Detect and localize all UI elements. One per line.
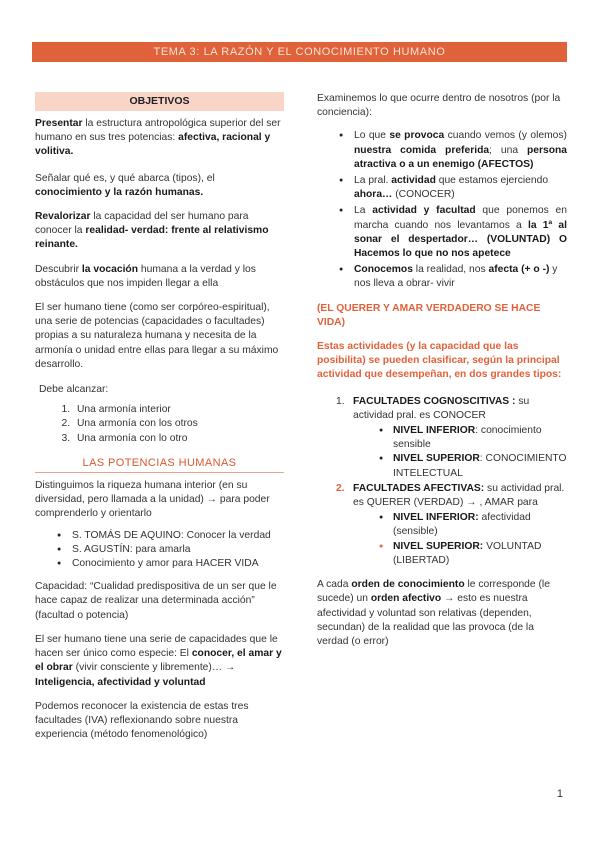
armonias-list <box>35 403 284 446</box>
autores-list <box>35 529 284 572</box>
right-column <box>317 92 567 649</box>
objetivo-presentar: Presentar la estructura antropológica superior del ser humano en sus tres potencias: afectiva, racional y volitiva. <box>35 118 281 158</box>
capacidad-definition: Capacidad: “Cualidad predispositiva de un ser que le hace capaz de realizar una determinada acción” (facultad o potencia) <box>35 581 277 621</box>
potencias-paragraph: El ser humano tiene (como ser corpóreo-espiritual), una serie de potencias (capacidades o facultades) propias a su naturaleza humana y necesita de la armonía o unidad entre ellas para llegar a su máximo desarrollo. <box>35 302 279 370</box>
distinguimos-paragraph: Distinguimos la riqueza humana interior (en su diversidad, pero llamada a la unidad) → para poder comprenderlo y orientarlo <box>35 480 270 520</box>
potencias-heading: LAS POTENCIAS HUMANAS <box>35 456 284 473</box>
querer-amar-note: (EL QUERER Y AMAR VERDADERO SE HACE VIDA) <box>317 302 541 328</box>
list-item: ● NIVEL SUPERIOR: VOLUNTAD (LIBERTAD) <box>393 540 567 568</box>
list-item: 3. Una armonía con lo otro <box>73 432 284 446</box>
list-item: ● La pral. actividad que estamos ejerciendo ahora… (CONOCER) <box>354 174 567 202</box>
page-number: 1 <box>556 788 563 800</box>
list-item: ● Lo que se provoca cuando vemos (y olemos) nuestra comida preferida; una persona atractiva o a un enemigo (AFECTOS) <box>354 129 567 172</box>
list-item: ● S. TOMÁS DE AQUINO: Conocer la verdad <box>72 529 284 543</box>
facultades-afectivas: 2. FACULTADES AFECTIVAS: su actividad pral. es QUERER (VERDAD) → , AMAR para <box>336 482 565 509</box>
list-item: 2. Una armonía con los otros <box>73 417 284 431</box>
list-item: ● NIVEL INFERIOR: afectividad (sensible) <box>393 511 567 539</box>
list-item: ● La actividad y facultad que ponemos en marcha cuando nos levantamos a la 1ª al sonar el despertador… (VOLUNTAD) O Hacemos lo que no nos apetece <box>354 204 567 261</box>
facultades-cognoscitivas: 1. FACULTADES COGNOSCITIVAS : su actividad pral. es CONOCER <box>336 395 530 421</box>
left-column <box>35 92 284 742</box>
clasificacion-paragraph: Estas actividades (y la capacidad que las posibilita) se pueden clasificar, según la principal actividad que desempeñan, en dos grandes tipos: <box>317 341 562 381</box>
capacidades-paragraph: El ser humano tiene una serie de capacidades que le hacen ser único como especie: El conocer, el amar y el obrar (vivir consciente y libremente)… → Inteligencia, afectividad y voluntad <box>35 633 282 688</box>
objetivo-revalorizar: Revalorizar la capacidad del ser humano para conocer la realidad- verdad: frente al relativismo reinante. <box>35 211 269 251</box>
afectivas-levels <box>361 511 567 568</box>
experiencias-list <box>317 129 567 291</box>
reconocer-paragraph: Podemos reconocer la existencia de estas tres facultades (IVA) reflexionando sobre nuestra experiencia (método fenomenológico) <box>35 700 249 741</box>
objetivo-senalar: Señalar qué es, y qué abarca (tipos), el conocimiento y la razón humanas. <box>35 172 215 198</box>
objetivos-heading: OBJETIVOS <box>35 92 284 111</box>
list-item: ● NIVEL SUPERIOR: CONOCIMIENTO INTELECTUAL <box>393 452 567 480</box>
cognoscitivas-levels <box>361 424 567 481</box>
list-item: ● Conocemos la realidad, nos afecta (+ o -) y nos lleva a obrar- vivir <box>354 263 567 291</box>
objetivo-descubrir: Descubrir la vocación humana a la verdad y los obstáculos que nos impiden llegar a ella <box>35 263 256 289</box>
list-item: ● NIVEL INFERIOR: conocimiento sensible <box>393 424 567 452</box>
list-item: ● S. AGUSTÍN: para amarla <box>72 543 284 557</box>
debe-alcanzar: Debe alcanzar: <box>39 384 109 396</box>
orden-paragraph: A cada orden de conocimiento le corresponde (le sucede) un orden afectivo → esto es nuestra afectividad y voluntad son relativas (dependen, secundan) de la realidad que las provoca (de la verdad (o error) <box>317 579 550 647</box>
list-item: 1. Una armonía interior <box>73 403 284 417</box>
page-banner-title: TEMA 3: LA RAZÓN Y EL CONOCIMIENTO HUMANO <box>32 42 567 62</box>
list-item: ● Conocimiento y amor para HACER VIDA <box>72 557 284 571</box>
examinemos-paragraph: Examinemos lo que ocurre dentro de nosotros (por la conciencia): <box>317 93 561 119</box>
